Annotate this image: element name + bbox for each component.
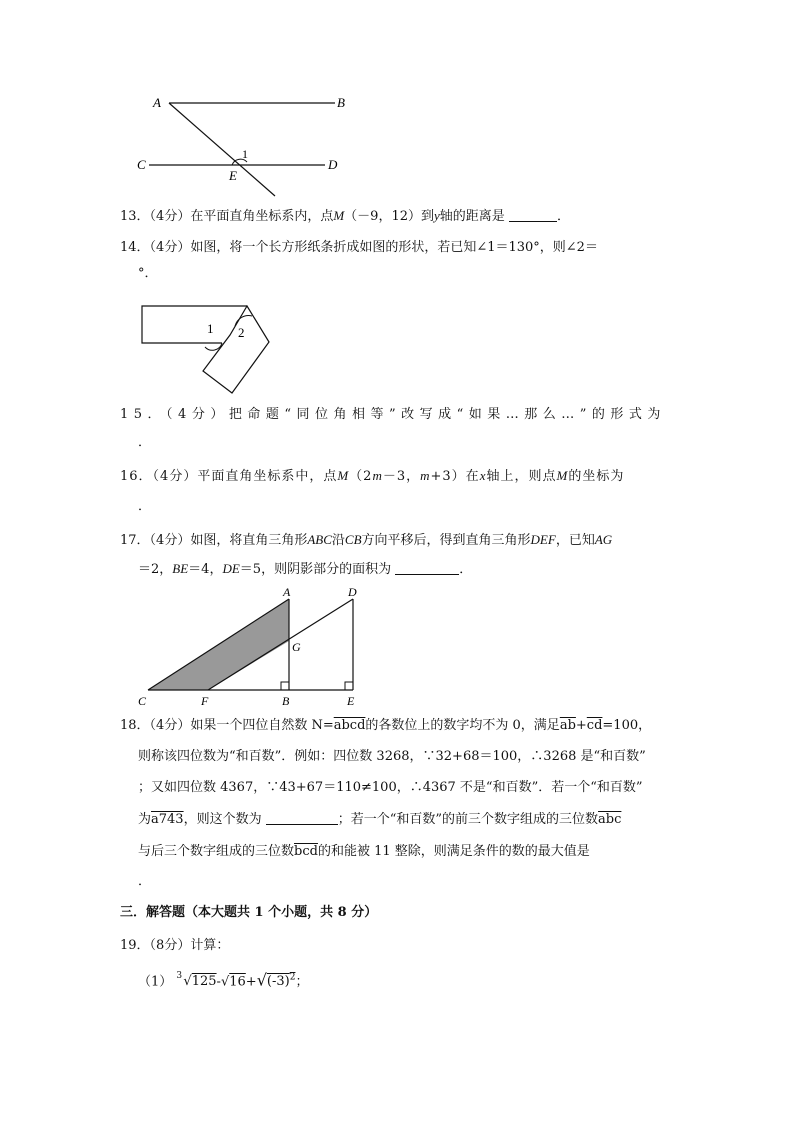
q13-text-1: 13．（4分）在平面直角坐标系内，点 xyxy=(120,209,334,224)
question-19-part-1 xyxy=(138,968,308,998)
label-F: F xyxy=(201,694,209,708)
transversal xyxy=(169,103,275,196)
q19-end: ； xyxy=(295,974,309,990)
q18-text-9: 与后三个数字组成的三位数 xyxy=(138,844,295,859)
q16-text-4: +3）在 xyxy=(430,469,480,484)
q17-var-be: BE xyxy=(172,561,189,576)
cube-root-125 xyxy=(176,972,216,992)
q17-answer-blank[interactable] xyxy=(395,560,459,575)
radicand-125: 125 xyxy=(191,974,217,990)
q16-var-m1: m xyxy=(372,468,383,483)
q17-var-de: DE xyxy=(222,561,240,576)
q18-overline-abcd: abcd xyxy=(333,718,366,733)
q17-var-abc: ABC xyxy=(307,532,332,547)
q17-var-cb: CB xyxy=(344,532,362,547)
q13-text-2: （－9，12）到 xyxy=(344,209,434,224)
q16-text-5: 轴上，则点 xyxy=(486,469,557,484)
radical-sign: √ xyxy=(183,974,192,990)
q13-text-3: 轴的距离是 xyxy=(439,209,505,224)
q18-overline-bcd: $\overline{bcd}$ xyxy=(294,844,318,859)
q19-title: 19．（8分）计算： xyxy=(120,938,230,953)
plus-sign: + xyxy=(245,974,257,990)
strip-left xyxy=(142,306,247,343)
q13-var-y: y xyxy=(434,208,440,223)
radical-sign: √ xyxy=(256,970,267,990)
q15-text-1: 15．（4分）把命题“同位角相等”改写成“如果…那么…”的形式为 xyxy=(120,407,666,422)
q18-text-2: 的各数位上的数字均不为 0，满足 xyxy=(365,718,560,733)
exponent: 2 xyxy=(289,973,296,983)
question-15-line2 xyxy=(138,433,151,453)
right-angle-b xyxy=(281,682,289,690)
q16-var-m2b: M xyxy=(556,468,569,483)
label-angle-1: 1 xyxy=(207,321,214,336)
q16-var-m: M xyxy=(337,468,350,483)
question-19 xyxy=(120,936,229,956)
label-E: E xyxy=(229,168,237,183)
neg-three: (-3) xyxy=(266,974,290,990)
q18-text-4: 则称该四位数为“和百数”．例如：四位数 3268，∵32+68＝100，∴3268 是“和百数” xyxy=(138,749,646,764)
q17-text-4: ，已知 xyxy=(555,533,595,548)
question-13 xyxy=(120,206,570,227)
q17-text-2: 沿 xyxy=(331,533,345,548)
question-16-line2 xyxy=(138,497,151,517)
question-18-line6 xyxy=(138,872,151,892)
q17-var-ag: AG xyxy=(594,532,613,547)
minus-sign: - xyxy=(216,974,221,990)
q17-var-def: DEF xyxy=(530,532,556,547)
question-16 xyxy=(120,466,624,487)
q17-text-6: ＝4， xyxy=(188,562,223,577)
root-index: 3 xyxy=(176,971,183,982)
question-18-line2 xyxy=(138,747,646,767)
q16-text-2: （2 xyxy=(349,469,373,484)
label-angle-1: 1 xyxy=(242,147,248,161)
q13-var-m: M xyxy=(333,208,345,223)
q18-text-5: ；又如四位数 4367，∵43+67＝110≠100，∴4367 不是“和百数”．若一个“和百数” xyxy=(138,780,643,795)
q16-var-x: x xyxy=(479,468,487,483)
label-D: D xyxy=(348,585,357,599)
q17-text-3: 方向平移后，得到直角三角形 xyxy=(361,533,531,548)
label-A: A xyxy=(153,95,161,110)
q16-text-1: 16．（4分）平面直角坐标系中，点 xyxy=(120,469,338,484)
label-B: B xyxy=(282,694,290,708)
label-B: B xyxy=(337,95,345,110)
label-A: A xyxy=(283,585,291,599)
q16-var-m2: m xyxy=(420,468,431,483)
q16-text-7: ． xyxy=(138,499,152,514)
label-C: C xyxy=(138,694,147,708)
question-14-line2 xyxy=(138,264,158,284)
q16-text-3: －3， xyxy=(382,469,421,484)
q17-end: ． xyxy=(459,562,473,577)
radicand-neg3-sq xyxy=(267,974,296,989)
right-angle-e xyxy=(345,682,353,690)
radical-sign: √ xyxy=(220,974,230,990)
q18-text-6: 为 xyxy=(138,812,152,827)
q17-text-5: ＝2， xyxy=(138,562,173,577)
question-17-line2 xyxy=(138,559,472,580)
q17-text-1: 17．（4分）如图，将直角三角形 xyxy=(120,533,308,548)
q18-overline-cd: $\overline{cd}$ xyxy=(586,718,603,733)
q18-text-10: 的和能被 11 整除，则满足条件的数的最大值是 xyxy=(317,844,590,859)
section-3-title: 三．解答题（本大题共 1 个小题，共 8 分） xyxy=(120,905,378,920)
figure-parallel-lines xyxy=(135,88,355,203)
q14-text-2: °． xyxy=(138,266,158,281)
question-18-line5 xyxy=(138,842,590,862)
q18-overline-abc: $\overline{abc}$ xyxy=(598,812,622,827)
q18-text-7: ，则这个数为 xyxy=(183,812,262,827)
q18-text-11: ． xyxy=(138,874,152,889)
label-G: G xyxy=(292,640,301,654)
label-E: E xyxy=(347,694,355,708)
q15-text-2: ． xyxy=(138,435,152,450)
radicand-16: 16 xyxy=(229,974,246,990)
q18-answer-blank-1[interactable] xyxy=(266,810,338,825)
question-18-line4 xyxy=(138,810,621,830)
q19-part-label: （1） xyxy=(138,974,173,990)
label-angle-2: 2 xyxy=(238,325,245,340)
question-15 xyxy=(120,405,666,425)
q13-answer-blank[interactable] xyxy=(509,207,557,222)
label-D: D xyxy=(328,157,338,172)
question-14 xyxy=(120,238,598,258)
label-C: C xyxy=(137,157,146,172)
question-18-line3 xyxy=(138,778,643,798)
q18-text-8: ；若一个“和百数”的前三个数字组成的三位数 xyxy=(337,812,599,827)
q18-plus: + xyxy=(575,718,587,733)
figure-translated-triangles xyxy=(135,585,370,710)
q17-text-7: ＝5，则阴影部分的面积为 xyxy=(239,562,392,577)
q13-end: ． xyxy=(556,209,570,224)
question-18 xyxy=(120,716,651,736)
q18-overline-ab: $\overline{ab}$ xyxy=(559,718,576,733)
q14-text-1: 14．（4分）如图，将一个长方形纸条折成如图的形状，若已知∠1＝130°，则∠2＝ xyxy=(120,240,598,255)
q16-text-6: 的坐标为 xyxy=(568,469,625,484)
figure-folded-strip xyxy=(140,300,275,395)
q18-text-3: =100， xyxy=(602,718,652,733)
q18-text-1: 18．（4分）如果一个四位自然数 N= xyxy=(120,718,334,733)
question-17 xyxy=(120,530,612,551)
strip-folded xyxy=(203,306,269,393)
q18-overline-a743: a743 xyxy=(151,812,184,827)
